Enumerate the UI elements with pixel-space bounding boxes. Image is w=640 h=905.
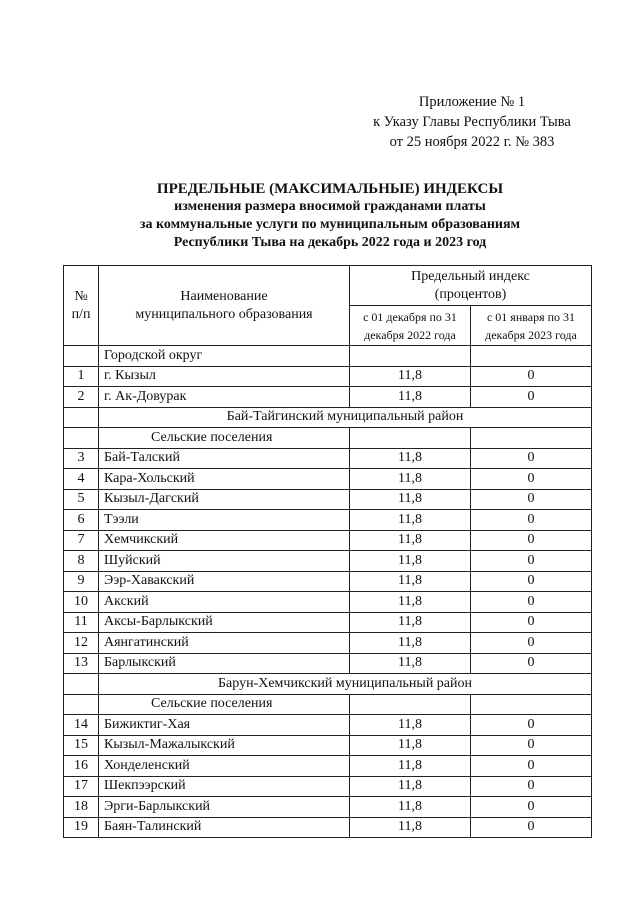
- row-name: Акский: [99, 592, 350, 613]
- row-number: 5: [64, 489, 99, 510]
- table-body: [64, 346, 592, 838]
- row-index-2022: 11,8: [350, 510, 471, 531]
- row-index-2023: 0: [471, 797, 592, 818]
- row-name: Аксы-Барлыкский: [99, 612, 350, 633]
- row-name: Хонделенский: [99, 756, 350, 777]
- row-index-2023-empty: [471, 428, 592, 449]
- table-row: [64, 489, 592, 510]
- table-row: [64, 530, 592, 551]
- row-index-2023: 0: [471, 612, 592, 633]
- table-row: [64, 756, 592, 777]
- row-index-2022: 11,8: [350, 366, 471, 387]
- row-index-2022: 11,8: [350, 633, 471, 654]
- row-number: 4: [64, 469, 99, 490]
- row-index-2023: 0: [471, 551, 592, 572]
- table-row-subsection: [64, 428, 592, 449]
- table-row: [64, 551, 592, 572]
- row-index-2023: 0: [471, 653, 592, 674]
- row-name: Кара-Хольский: [99, 469, 350, 490]
- row-index-2023: 0: [471, 510, 592, 531]
- row-index-2022: 11,8: [350, 448, 471, 469]
- row-number: 13: [64, 653, 99, 674]
- row-index-2022: 11,8: [350, 387, 471, 408]
- table-row: [64, 571, 592, 592]
- row-index-2023: 0: [471, 530, 592, 551]
- row-number: 8: [64, 551, 99, 572]
- row-index-2023: 0: [471, 592, 592, 613]
- header-index-line-2: (процентов): [434, 286, 507, 302]
- row-index-2023: 0: [471, 469, 592, 490]
- row-name: Бай-Талский: [99, 448, 350, 469]
- header-name-line-1: Наименование: [180, 288, 268, 304]
- appendix-line-3: от 25 ноября 2022 г. № 383: [389, 134, 555, 150]
- table-row-section: [64, 674, 592, 695]
- row-section-title: Барун-Хемчикский муниципальный район: [99, 674, 592, 695]
- title-line-3: за коммунальные услуги по муниципальным образованиям: [139, 217, 521, 232]
- row-index-2023-empty: [471, 346, 592, 367]
- row-index-2023: 0: [471, 366, 592, 387]
- row-index-2022: 11,8: [350, 797, 471, 818]
- table-row: [64, 817, 592, 838]
- row-index-2023: 0: [471, 448, 592, 469]
- row-index-2022: 11,8: [350, 489, 471, 510]
- appendix-line-2: к Указу Главы Республики Тыва: [373, 114, 571, 130]
- row-name: г. Кызыл: [99, 366, 350, 387]
- row-name: Эрги-Барлыкский: [99, 797, 350, 818]
- row-subsection-title: Сельские поселения: [99, 428, 350, 449]
- row-number: 17: [64, 776, 99, 797]
- table-row: [64, 715, 592, 736]
- row-index-2022: 11,8: [350, 571, 471, 592]
- header-name-line-2: муниципального образования: [135, 306, 313, 322]
- row-number: 1: [64, 366, 99, 387]
- row-number-empty: [64, 428, 99, 449]
- table-row-subsection: [64, 694, 592, 715]
- row-index-2023: 0: [471, 735, 592, 756]
- row-number-empty: [64, 346, 99, 367]
- header-index: [350, 266, 592, 306]
- row-index-2023: 0: [471, 817, 592, 838]
- row-index-2023: 0: [471, 571, 592, 592]
- table-row: [64, 469, 592, 490]
- table-row: [64, 387, 592, 408]
- table-row: [64, 448, 592, 469]
- row-index-2022: 11,8: [350, 530, 471, 551]
- row-index-2022: 11,8: [350, 469, 471, 490]
- row-index-2023-empty: [471, 694, 592, 715]
- title-line-1: ПРЕДЕЛЬНЫЕ (МАКСИМАЛЬНЫЕ) ИНДЕКСЫ: [156, 181, 504, 197]
- table-row: [64, 797, 592, 818]
- header-number-line-2: п/п: [71, 306, 91, 322]
- document-title: [80, 180, 580, 252]
- row-index-2022-empty: [350, 346, 471, 367]
- index-table: [63, 265, 592, 838]
- row-index-2022: 11,8: [350, 776, 471, 797]
- row-subsection-title: Сельские поселения: [99, 694, 350, 715]
- table-row: [64, 735, 592, 756]
- header-period-2023: с 01 января по 31 декабря 2023 года: [471, 306, 592, 346]
- title-line-2: изменения размера вносимой гражданами платы: [174, 199, 486, 214]
- row-number: 19: [64, 817, 99, 838]
- row-index-2023: 0: [471, 489, 592, 510]
- row-index-2022: 11,8: [350, 715, 471, 736]
- table-row: [64, 612, 592, 633]
- row-index-2022: 11,8: [350, 735, 471, 756]
- row-name: Баян-Талинский: [99, 817, 350, 838]
- table-row: [64, 510, 592, 531]
- row-number: 15: [64, 735, 99, 756]
- row-number: 12: [64, 633, 99, 654]
- table-row-section: [64, 407, 592, 428]
- row-number-empty: [64, 674, 99, 695]
- row-index-2022: 11,8: [350, 592, 471, 613]
- row-index-2022: 11,8: [350, 756, 471, 777]
- table-row: [64, 592, 592, 613]
- row-name: Шекпээрский: [99, 776, 350, 797]
- row-index-2023: 0: [471, 776, 592, 797]
- row-name: Ээр-Хавакский: [99, 571, 350, 592]
- row-name: Барлыкский: [99, 653, 350, 674]
- header-name: [99, 266, 350, 346]
- row-index-2023: 0: [471, 387, 592, 408]
- row-number: 7: [64, 530, 99, 551]
- row-name: Кызыл-Дагский: [99, 489, 350, 510]
- row-number-empty: [64, 407, 99, 428]
- row-index-2022: 11,8: [350, 551, 471, 572]
- header-index-line-1: Предельный индекс: [411, 268, 530, 284]
- row-name: Аянгатинский: [99, 633, 350, 654]
- header-number: [64, 266, 99, 346]
- row-number: 16: [64, 756, 99, 777]
- row-number: 14: [64, 715, 99, 736]
- table-row: [64, 776, 592, 797]
- row-name: Шуйский: [99, 551, 350, 572]
- row-index-2022: 11,8: [350, 653, 471, 674]
- row-index-2022-empty: [350, 694, 471, 715]
- row-name: Хемчикский: [99, 530, 350, 551]
- row-index-2022: 11,8: [350, 817, 471, 838]
- row-section-title: Бай-Тайгинский муниципальный район: [99, 407, 592, 428]
- row-name: г. Ак-Довурак: [99, 387, 350, 408]
- title-line-4: Республики Тыва на декабрь 2022 года и 2023 год: [173, 235, 487, 250]
- table-row-group-label: [64, 346, 592, 367]
- header-number-line-1: №: [74, 288, 88, 304]
- row-index-2023: 0: [471, 756, 592, 777]
- header-period-2022: с 01 декабря по 31 декабря 2022 года: [350, 306, 471, 346]
- row-number: 11: [64, 612, 99, 633]
- row-number: 9: [64, 571, 99, 592]
- row-number: 6: [64, 510, 99, 531]
- row-index-2023: 0: [471, 633, 592, 654]
- appendix-header: [360, 92, 584, 152]
- table-row: [64, 653, 592, 674]
- table-row: [64, 366, 592, 387]
- row-index-2023: 0: [471, 715, 592, 736]
- appendix-line-1: Приложение № 1: [418, 94, 526, 110]
- row-number: 18: [64, 797, 99, 818]
- row-name: Бижиктиг-Хая: [99, 715, 350, 736]
- row-name: Тээли: [99, 510, 350, 531]
- row-group-label: Городской округ: [99, 346, 350, 367]
- row-number-empty: [64, 694, 99, 715]
- row-name: Кызыл-Мажалыкский: [99, 735, 350, 756]
- table-row: [64, 633, 592, 654]
- row-number: 10: [64, 592, 99, 613]
- row-index-2022-empty: [350, 428, 471, 449]
- row-number: 2: [64, 387, 99, 408]
- row-number: 3: [64, 448, 99, 469]
- row-index-2022: 11,8: [350, 612, 471, 633]
